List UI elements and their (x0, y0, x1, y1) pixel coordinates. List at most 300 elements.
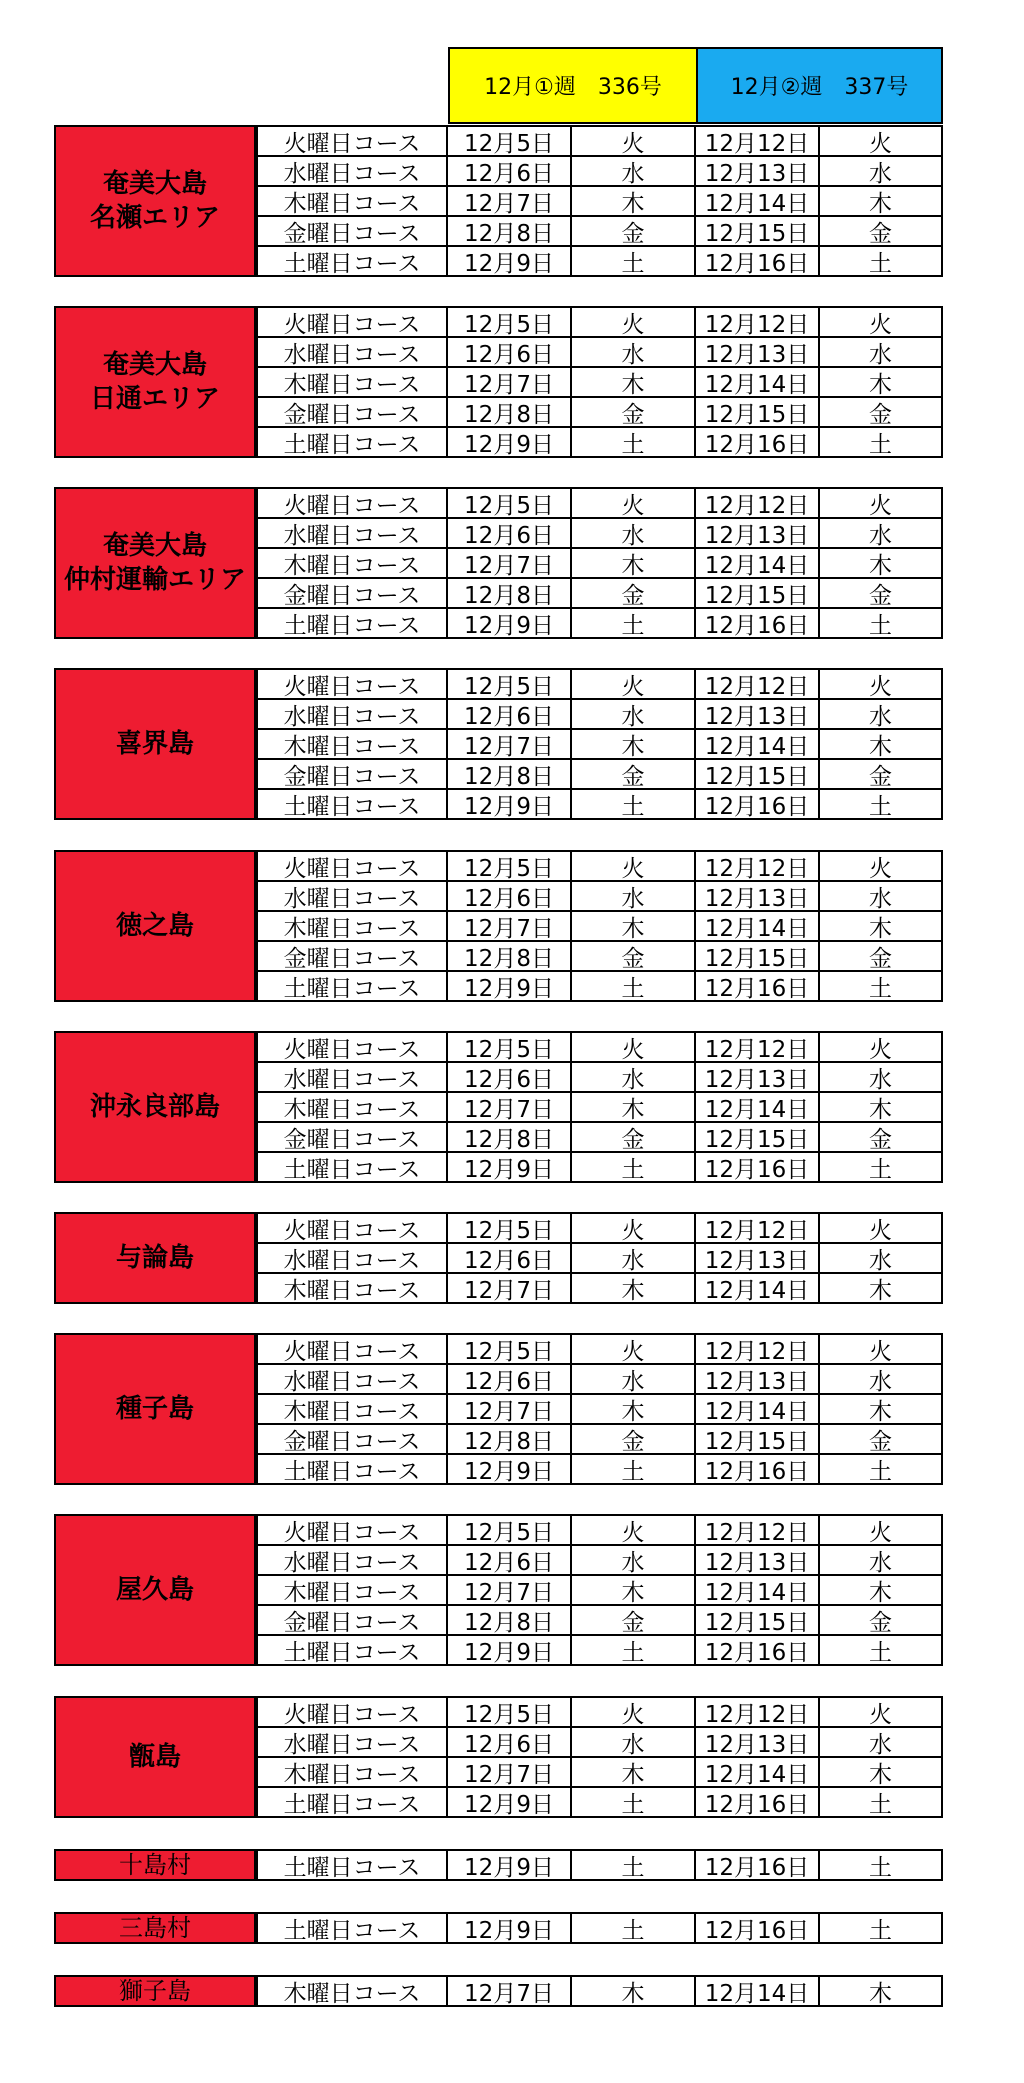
weekday-week2-cell: 土 (820, 1914, 943, 1942)
course-rows (256, 1975, 943, 2007)
weekday-week2-cell: 水 (820, 157, 943, 185)
date-week2-cell: 12月12日 (696, 308, 820, 336)
date-week1-cell: 12月8日 (448, 1123, 572, 1151)
date-week2-cell: 12月15日 (696, 579, 820, 607)
weekday-week1-cell: 金 (572, 1425, 696, 1453)
table-row (256, 1093, 943, 1123)
date-week1-cell: 12月5日 (448, 852, 572, 880)
weekday-week2-cell: 火 (820, 852, 943, 880)
weekday-week2-cell: 火 (820, 127, 943, 155)
table-row (256, 609, 943, 639)
weekday-week1-cell: 土 (572, 1788, 696, 1816)
course-cell: 水曜日コース (256, 700, 448, 728)
table-row (256, 912, 943, 942)
date-week2-cell: 12月15日 (696, 398, 820, 426)
date-week1-cell: 12月8日 (448, 1425, 572, 1453)
area-name: 喜界島 (54, 668, 256, 820)
date-week2-cell: 12月14日 (696, 730, 820, 758)
course-cell: 金曜日コース (256, 1425, 448, 1453)
course-cell: 木曜日コース (256, 912, 448, 940)
date-week1-cell: 12月8日 (448, 217, 572, 245)
course-rows (256, 1514, 943, 1666)
weekday-week2-cell: 木 (820, 368, 943, 396)
course-cell: 火曜日コース (256, 1516, 448, 1544)
date-week2-cell: 12月13日 (696, 700, 820, 728)
weekday-week1-cell: 木 (572, 1093, 696, 1121)
weekday-week2-cell: 水 (820, 1063, 943, 1091)
date-week1-cell: 12月8日 (448, 1606, 572, 1634)
course-cell: 火曜日コース (256, 1033, 448, 1061)
date-week1-cell: 12月6日 (448, 1365, 572, 1393)
weekday-week1-cell: 木 (572, 730, 696, 758)
date-week2-cell: 12月15日 (696, 942, 820, 970)
date-week1-cell: 12月9日 (448, 247, 572, 275)
weekday-week2-cell: 火 (820, 1214, 943, 1242)
date-week1-cell: 12月5日 (448, 670, 572, 698)
table-row (256, 760, 943, 790)
weekday-week1-cell: 金 (572, 942, 696, 970)
weekday-week2-cell: 水 (820, 1365, 943, 1393)
date-week1-cell: 12月5日 (448, 308, 572, 336)
course-cell: 火曜日コース (256, 852, 448, 880)
course-cell: 火曜日コース (256, 489, 448, 517)
date-week2-cell: 12月15日 (696, 1123, 820, 1151)
weekday-week2-cell: 水 (820, 882, 943, 910)
date-week1-cell: 12月9日 (448, 1455, 572, 1483)
weekday-week2-cell: 火 (820, 1516, 943, 1544)
weekday-week1-cell: 木 (572, 1274, 696, 1302)
weekday-week2-cell: 火 (820, 1698, 943, 1726)
date-week2-cell: 12月16日 (696, 1153, 820, 1181)
area-group (54, 306, 943, 458)
weekday-week1-cell: 土 (572, 1851, 696, 1879)
weekday-week2-cell: 木 (820, 1576, 943, 1604)
course-cell: 土曜日コース (256, 1851, 448, 1879)
course-cell: 火曜日コース (256, 1214, 448, 1242)
date-week2-cell: 12月12日 (696, 852, 820, 880)
table-row (256, 428, 943, 458)
date-week2-cell: 12月16日 (696, 1914, 820, 1942)
weekday-week1-cell: 水 (572, 700, 696, 728)
weekday-week2-cell: 木 (820, 1274, 943, 1302)
course-cell: 火曜日コース (256, 1698, 448, 1726)
table-row (256, 1274, 943, 1304)
area-group (54, 1333, 943, 1485)
course-cell: 土曜日コース (256, 1455, 448, 1483)
date-week1-cell: 12月5日 (448, 1033, 572, 1061)
table-row (256, 157, 943, 187)
date-week1-cell: 12月5日 (448, 127, 572, 155)
date-week2-cell: 12月16日 (696, 972, 820, 1000)
table-row (256, 668, 943, 700)
weekday-week2-cell: 金 (820, 1425, 943, 1453)
weekday-week2-cell: 土 (820, 1455, 943, 1483)
area-group (54, 1212, 943, 1304)
weekday-week2-cell: 水 (820, 1546, 943, 1574)
course-cell: 木曜日コース (256, 549, 448, 577)
table-row (256, 1212, 943, 1244)
date-week2-cell: 12月13日 (696, 519, 820, 547)
date-week1-cell: 12月7日 (448, 1576, 572, 1604)
table-row (256, 1696, 943, 1728)
weekday-week1-cell: 火 (572, 127, 696, 155)
date-week2-cell: 12月16日 (696, 1851, 820, 1879)
course-cell: 金曜日コース (256, 760, 448, 788)
date-week2-cell: 12月13日 (696, 157, 820, 185)
table-row (256, 217, 943, 247)
weekday-week2-cell: 土 (820, 1636, 943, 1664)
table-row (256, 1123, 943, 1153)
course-cell: 土曜日コース (256, 247, 448, 275)
area-name: 徳之島 (54, 850, 256, 1002)
weekday-week2-cell: 火 (820, 1335, 943, 1363)
table-row (256, 1425, 943, 1455)
course-cell: 火曜日コース (256, 670, 448, 698)
date-week1-cell: 12月7日 (448, 1093, 572, 1121)
table-row (256, 1395, 943, 1425)
date-week1-cell: 12月9日 (448, 1914, 572, 1942)
date-week1-cell: 12月8日 (448, 760, 572, 788)
table-row (256, 1912, 943, 1944)
date-week1-cell: 12月5日 (448, 1516, 572, 1544)
area-group (54, 1975, 943, 2007)
weekday-week1-cell: 木 (572, 368, 696, 396)
course-cell: 木曜日コース (256, 1093, 448, 1121)
date-week1-cell: 12月8日 (448, 398, 572, 426)
weekday-week1-cell: 土 (572, 972, 696, 1000)
date-week1-cell: 12月5日 (448, 1214, 572, 1242)
date-week1-cell: 12月6日 (448, 700, 572, 728)
area-name: 十島村 (54, 1849, 256, 1881)
date-week2-cell: 12月16日 (696, 1636, 820, 1664)
course-cell: 水曜日コース (256, 882, 448, 910)
weekday-week2-cell: 木 (820, 1395, 943, 1423)
weekday-week2-cell: 火 (820, 489, 943, 517)
course-cell: 水曜日コース (256, 157, 448, 185)
date-week2-cell: 12月14日 (696, 1977, 820, 2005)
date-week2-cell: 12月12日 (696, 489, 820, 517)
weekday-week1-cell: 水 (572, 1546, 696, 1574)
date-week2-cell: 12月12日 (696, 1516, 820, 1544)
weekday-week1-cell: 木 (572, 1758, 696, 1786)
weekday-week2-cell: 金 (820, 579, 943, 607)
weekday-week2-cell: 土 (820, 428, 943, 456)
area-group (54, 1031, 943, 1183)
date-week1-cell: 12月9日 (448, 972, 572, 1000)
date-week2-cell: 12月13日 (696, 338, 820, 366)
date-week1-cell: 12月6日 (448, 157, 572, 185)
course-cell: 金曜日コース (256, 1606, 448, 1634)
area-group (54, 668, 943, 820)
date-week2-cell: 12月16日 (696, 1455, 820, 1483)
date-week2-cell: 12月14日 (696, 912, 820, 940)
course-cell: 金曜日コース (256, 942, 448, 970)
date-week1-cell: 12月7日 (448, 1977, 572, 2005)
area-group (54, 1514, 943, 1666)
date-week1-cell: 12月7日 (448, 1395, 572, 1423)
date-week2-cell: 12月13日 (696, 1546, 820, 1574)
course-rows (256, 306, 943, 458)
weekday-week1-cell: 木 (572, 1395, 696, 1423)
date-week1-cell: 12月6日 (448, 1063, 572, 1091)
weekday-week1-cell: 火 (572, 1335, 696, 1363)
date-week2-cell: 12月15日 (696, 1425, 820, 1453)
course-rows (256, 668, 943, 820)
table-row (256, 306, 943, 338)
table-row (256, 1975, 943, 2007)
area-name: 甑島 (54, 1696, 256, 1818)
course-cell: 金曜日コース (256, 398, 448, 426)
table-row (256, 1031, 943, 1063)
date-week1-cell: 12月6日 (448, 338, 572, 366)
date-week2-cell: 12月14日 (696, 1576, 820, 1604)
weekday-week2-cell: 土 (820, 972, 943, 1000)
weekday-week2-cell: 水 (820, 519, 943, 547)
weekday-week1-cell: 金 (572, 217, 696, 245)
course-cell: 土曜日コース (256, 609, 448, 637)
weekday-week2-cell: 土 (820, 1788, 943, 1816)
course-cell: 水曜日コース (256, 1546, 448, 1574)
table-row (256, 487, 943, 519)
date-week2-cell: 12月14日 (696, 187, 820, 215)
date-week2-cell: 12月13日 (696, 1728, 820, 1756)
table-row (256, 1728, 943, 1758)
date-week1-cell: 12月7日 (448, 912, 572, 940)
weekday-week2-cell: 土 (820, 247, 943, 275)
course-rows (256, 1212, 943, 1304)
week1-header-label: 12月①週 336号 (484, 75, 662, 100)
date-week1-cell: 12月6日 (448, 882, 572, 910)
weekday-week2-cell: 金 (820, 942, 943, 970)
date-week1-cell: 12月7日 (448, 1758, 572, 1786)
weekday-week2-cell: 火 (820, 1033, 943, 1061)
weekday-week2-cell: 木 (820, 1758, 943, 1786)
course-cell: 土曜日コース (256, 1788, 448, 1816)
course-cell: 火曜日コース (256, 1335, 448, 1363)
date-week2-cell: 12月16日 (696, 609, 820, 637)
table-row (256, 850, 943, 882)
date-week1-cell: 12月9日 (448, 790, 572, 818)
weekday-week1-cell: 木 (572, 187, 696, 215)
weekday-week1-cell: 水 (572, 882, 696, 910)
course-cell: 木曜日コース (256, 368, 448, 396)
date-week2-cell: 12月16日 (696, 247, 820, 275)
table-row (256, 1576, 943, 1606)
date-week1-cell: 12月7日 (448, 1274, 572, 1302)
area-group (54, 125, 943, 277)
date-week2-cell: 12月13日 (696, 882, 820, 910)
course-cell: 水曜日コース (256, 338, 448, 366)
weekday-week1-cell: 土 (572, 1914, 696, 1942)
weekday-week1-cell: 火 (572, 670, 696, 698)
date-week2-cell: 12月14日 (696, 549, 820, 577)
course-cell: 木曜日コース (256, 187, 448, 215)
date-week1-cell: 12月8日 (448, 579, 572, 607)
table-row (256, 1758, 943, 1788)
course-rows (256, 125, 943, 277)
table-row (256, 398, 943, 428)
weekday-week2-cell: 木 (820, 1977, 943, 2005)
date-week1-cell: 12月9日 (448, 1636, 572, 1664)
date-week1-cell: 12月9日 (448, 609, 572, 637)
course-cell: 木曜日コース (256, 1576, 448, 1604)
course-cell: 水曜日コース (256, 519, 448, 547)
date-week1-cell: 12月7日 (448, 549, 572, 577)
weekday-week2-cell: 水 (820, 338, 943, 366)
date-week2-cell: 12月12日 (696, 1214, 820, 1242)
date-week1-cell: 12月7日 (448, 368, 572, 396)
course-cell: 火曜日コース (256, 127, 448, 155)
week2-header (696, 47, 943, 124)
table-row (256, 368, 943, 398)
weekday-week1-cell: 金 (572, 760, 696, 788)
weekday-week1-cell: 土 (572, 1636, 696, 1664)
date-week2-cell: 12月12日 (696, 670, 820, 698)
date-week1-cell: 12月9日 (448, 1851, 572, 1879)
weekday-week1-cell: 木 (572, 1977, 696, 2005)
date-week2-cell: 12月14日 (696, 368, 820, 396)
weekday-week2-cell: 木 (820, 730, 943, 758)
weekday-week1-cell: 水 (572, 1244, 696, 1272)
course-cell: 土曜日コース (256, 972, 448, 1000)
course-cell: 金曜日コース (256, 579, 448, 607)
weekday-week1-cell: 土 (572, 428, 696, 456)
area-name: 奄美大島 名瀬エリア (54, 125, 256, 277)
weekday-week2-cell: 水 (820, 1728, 943, 1756)
date-week2-cell: 12月13日 (696, 1365, 820, 1393)
area-group (54, 487, 943, 639)
date-week2-cell: 12月12日 (696, 1033, 820, 1061)
date-week1-cell: 12月6日 (448, 519, 572, 547)
date-week1-cell: 12月8日 (448, 942, 572, 970)
date-week1-cell: 12月9日 (448, 1788, 572, 1816)
table-row (256, 1606, 943, 1636)
course-cell: 土曜日コース (256, 1153, 448, 1181)
weekday-week1-cell: 火 (572, 1214, 696, 1242)
weekday-week1-cell: 金 (572, 579, 696, 607)
weekday-week1-cell: 水 (572, 519, 696, 547)
area-group (54, 850, 943, 1002)
table-row (256, 338, 943, 368)
weekday-week1-cell: 水 (572, 338, 696, 366)
table-row (256, 519, 943, 549)
table-row (256, 1365, 943, 1395)
course-cell: 木曜日コース (256, 1977, 448, 2005)
table-row (256, 1455, 943, 1485)
date-week1-cell: 12月9日 (448, 428, 572, 456)
date-week1-cell: 12月6日 (448, 1244, 572, 1272)
date-week2-cell: 12月16日 (696, 790, 820, 818)
table-row (256, 1333, 943, 1365)
date-week1-cell: 12月5日 (448, 1335, 572, 1363)
area-name: 奄美大島 日通エリア (54, 306, 256, 458)
table-row (256, 1849, 943, 1881)
course-rows (256, 1031, 943, 1183)
course-cell: 土曜日コース (256, 790, 448, 818)
weekday-week1-cell: 土 (572, 1153, 696, 1181)
weekday-week2-cell: 火 (820, 670, 943, 698)
weekday-week2-cell: 土 (820, 609, 943, 637)
area-name: 種子島 (54, 1333, 256, 1485)
date-week2-cell: 12月12日 (696, 127, 820, 155)
table-row (256, 1514, 943, 1546)
weekday-week2-cell: 木 (820, 912, 943, 940)
weekday-week1-cell: 金 (572, 398, 696, 426)
weekday-week2-cell: 木 (820, 1093, 943, 1121)
table-row (256, 1546, 943, 1576)
weekday-week1-cell: 水 (572, 1365, 696, 1393)
date-week2-cell: 12月14日 (696, 1758, 820, 1786)
table-row (256, 700, 943, 730)
weekday-week1-cell: 火 (572, 489, 696, 517)
table-row (256, 730, 943, 760)
table-row (256, 579, 943, 609)
weekday-week2-cell: 金 (820, 1606, 943, 1634)
course-cell: 土曜日コース (256, 1914, 448, 1942)
course-cell: 木曜日コース (256, 730, 448, 758)
date-week2-cell: 12月12日 (696, 1698, 820, 1726)
table-row (256, 1788, 943, 1818)
weekday-week1-cell: 火 (572, 308, 696, 336)
weekday-week2-cell: 金 (820, 1123, 943, 1151)
weekday-week1-cell: 土 (572, 1455, 696, 1483)
date-week2-cell: 12月14日 (696, 1274, 820, 1302)
date-week1-cell: 12月5日 (448, 1698, 572, 1726)
weekday-week1-cell: 火 (572, 852, 696, 880)
table-row (256, 972, 943, 1002)
date-week2-cell: 12月16日 (696, 428, 820, 456)
weekday-week2-cell: 金 (820, 760, 943, 788)
week1-header (448, 47, 698, 124)
table-row (256, 549, 943, 579)
course-rows (256, 1696, 943, 1818)
date-week2-cell: 12月15日 (696, 1606, 820, 1634)
date-week1-cell: 12月7日 (448, 730, 572, 758)
weekday-week1-cell: 木 (572, 912, 696, 940)
weekday-week1-cell: 水 (572, 1728, 696, 1756)
table-row (256, 187, 943, 217)
course-rows (256, 1333, 943, 1485)
weekday-week1-cell: 火 (572, 1033, 696, 1061)
date-week1-cell: 12月9日 (448, 1153, 572, 1181)
area-name: 沖永良部島 (54, 1031, 256, 1183)
weekday-week1-cell: 火 (572, 1698, 696, 1726)
date-week1-cell: 12月6日 (448, 1546, 572, 1574)
weekday-week2-cell: 金 (820, 398, 943, 426)
table-row (256, 125, 943, 157)
table-row (256, 790, 943, 820)
weekday-week1-cell: 木 (572, 1576, 696, 1604)
course-cell: 水曜日コース (256, 1063, 448, 1091)
date-week2-cell: 12月13日 (696, 1063, 820, 1091)
date-week1-cell: 12月5日 (448, 489, 572, 517)
date-week2-cell: 12月15日 (696, 760, 820, 788)
course-cell: 土曜日コース (256, 428, 448, 456)
weekday-week1-cell: 木 (572, 549, 696, 577)
date-week2-cell: 12月15日 (696, 217, 820, 245)
date-week2-cell: 12月16日 (696, 1788, 820, 1816)
table-row (256, 1636, 943, 1666)
weekday-week1-cell: 土 (572, 247, 696, 275)
weekday-week2-cell: 土 (820, 1153, 943, 1181)
course-cell: 水曜日コース (256, 1365, 448, 1393)
area-group (54, 1912, 943, 1944)
weekday-week1-cell: 火 (572, 1516, 696, 1544)
weekday-week2-cell: 水 (820, 1244, 943, 1272)
date-week2-cell: 12月14日 (696, 1395, 820, 1423)
weekday-week2-cell: 土 (820, 790, 943, 818)
weekday-week2-cell: 水 (820, 700, 943, 728)
